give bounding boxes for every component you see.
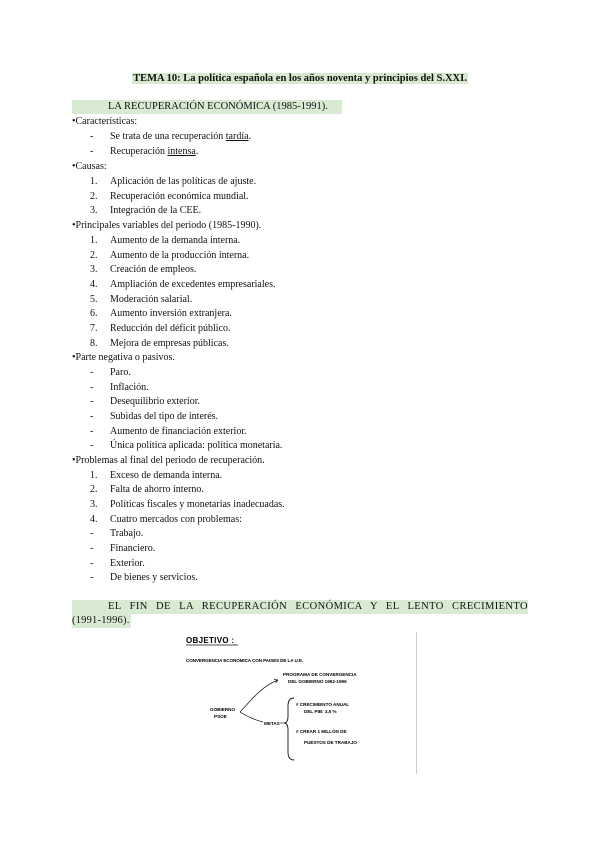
- crear-label-2: PUESTOS DE TRABAJO: [304, 740, 358, 745]
- list-item: - Financiero.: [90, 543, 156, 554]
- variables-label: •Principales variables del periodo (1985-1990).: [72, 220, 262, 231]
- convergencia-label: CONVERGENCIA ECONOMICA CON PAISES DE LA U.E.: [186, 658, 304, 663]
- list-item: - Aumento de financiación exterior.: [90, 426, 247, 437]
- list-item: 2. Falta de ahorro interno.: [90, 484, 204, 495]
- programa-label-1: PROGRAMA DE CONVERGENCIA: [283, 672, 357, 677]
- problemas-label: •Problemas al final del periodo de recuperación.: [72, 455, 265, 466]
- list-item: 1. Exceso de demanda interna.: [90, 470, 223, 481]
- caracteristicas-label: •Características:: [72, 116, 138, 127]
- list-item: 1. Aumento de la demanda interna.: [90, 235, 241, 246]
- list-item: - Subidas del tipo de interés.: [90, 411, 219, 422]
- gobierno-label: GOBIERNO: [210, 707, 236, 712]
- causas-label: •Causas:: [72, 161, 107, 172]
- list-item: 4. Cuatro mercados con problemas:: [90, 514, 242, 525]
- psoe-label: PSOE: [214, 714, 227, 719]
- section-heading-fin-recuperacion-years: (1991-1996).: [72, 615, 130, 626]
- list-item: - Trabajo.: [90, 528, 144, 539]
- list-item: - Se trata de una recuperación tardía.: [90, 131, 252, 142]
- list-item: 2. Recuperación económica mundial.: [90, 191, 249, 202]
- crecimiento-label-2: DEL PIB: 3,5 %: [304, 709, 337, 714]
- list-item: - Desequilibrio exterior.: [90, 396, 200, 407]
- list-item: - Exterior.: [90, 558, 145, 569]
- list-item: 7. Reducción del déficit público.: [90, 323, 231, 334]
- list-item: - Paro.: [90, 367, 131, 378]
- list-item: 1. Aplicación de las políticas de ajuste.: [90, 176, 257, 187]
- branch-arrow-lower: [240, 712, 263, 722]
- list-item: 2. Aumento de la producción interna.: [90, 250, 250, 261]
- list-item: - De bienes y servicios.: [90, 572, 198, 583]
- list-item: 5. Moderación salarial.: [90, 294, 193, 305]
- branch-arrow-upper: [240, 680, 278, 712]
- list-item: - Recuperación intensa.: [90, 146, 199, 157]
- programa-label-2: DEL GOBIERNO 1992-1996: [288, 679, 347, 684]
- list-item: 6. Aumento inversión extranjera.: [90, 308, 232, 319]
- metas-label: METAS: [264, 721, 280, 726]
- metas-brace: [284, 698, 294, 760]
- list-item: 4. Ampliación de excedentes empresariales.: [90, 279, 276, 290]
- list-item: 3. Creación de empleos.: [90, 264, 197, 275]
- list-item: - Única política aplicada: política monetaria.: [90, 440, 283, 451]
- list-item: 8. Mejora de empresas públicas.: [90, 338, 229, 349]
- section-heading-fin-recuperacion: EL FIN DE LA RECUPERACIÓN ECONÓMICA Y EL LENTO CRECIMIENTO: [72, 600, 528, 614]
- crecimiento-label-1: # CRECIMIENTO ANUAL: [296, 702, 350, 707]
- convergence-diagram: [180, 632, 415, 774]
- objetivo-label: OBJETIVO :: [186, 636, 235, 645]
- negativa-label: •Parte negativa o pasivos.: [72, 352, 175, 363]
- crear-label-1: # CREAR 1 MILLÓN DE: [296, 729, 347, 734]
- diagram-divider: [416, 632, 417, 774]
- list-item: 3. Integración de la CEE.: [90, 205, 202, 216]
- list-item: 3. Políticas fiscales y monetarias inadecuadas.: [90, 499, 285, 510]
- list-item: - Inflación.: [90, 382, 149, 393]
- section-heading-recuperacion: LA RECUPERACIÓN ECONÓMICA (1985-1991).: [72, 100, 342, 114]
- document-title: TEMA 10: La política española en los años noventa y principios del S.XXI.: [133, 73, 467, 84]
